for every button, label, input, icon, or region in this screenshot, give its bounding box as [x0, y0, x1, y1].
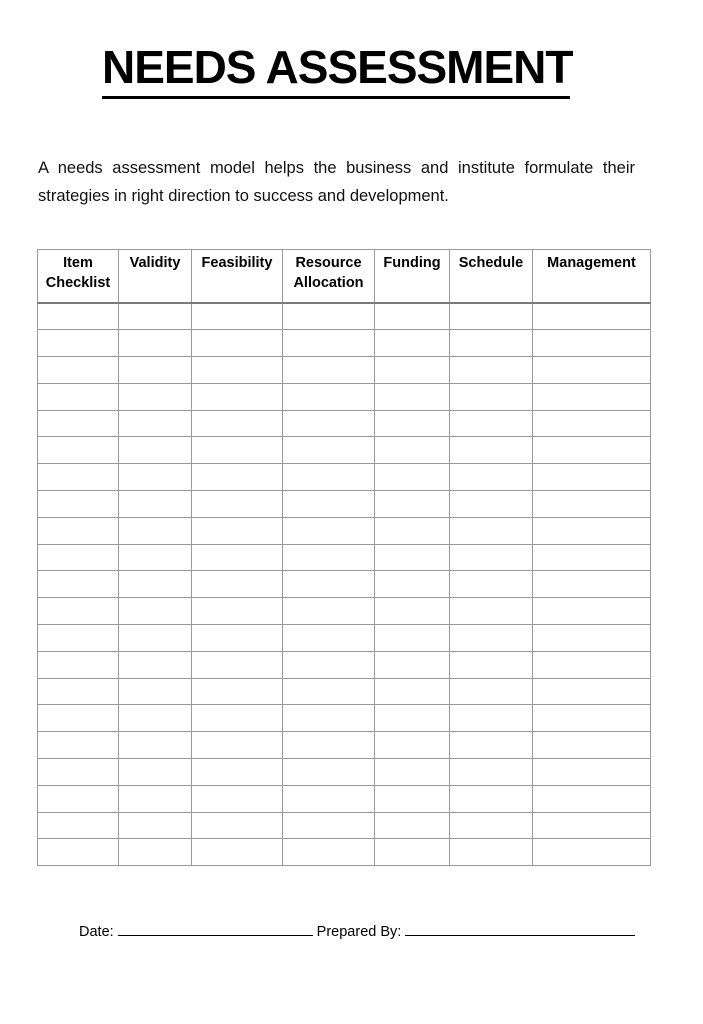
table-cell[interactable] — [192, 544, 283, 571]
table-cell[interactable] — [119, 383, 192, 410]
header-resource-allocation: Resource Allocation — [283, 250, 375, 303]
table-cell[interactable] — [119, 410, 192, 437]
header-item-checklist: Item Checklist — [38, 250, 119, 303]
table-cell[interactable] — [375, 651, 450, 678]
table-cell[interactable] — [283, 357, 375, 384]
table-cell[interactable] — [38, 705, 119, 732]
table-row — [38, 357, 651, 384]
table-cell[interactable] — [283, 678, 375, 705]
table-cell[interactable] — [450, 517, 533, 544]
table-cell[interactable] — [119, 678, 192, 705]
table-cell[interactable] — [38, 839, 119, 866]
table-cell[interactable] — [38, 812, 119, 839]
table-cell[interactable] — [533, 383, 651, 410]
date-blank-line[interactable] — [118, 921, 313, 936]
table-cell[interactable] — [375, 759, 450, 786]
table-cell[interactable] — [283, 651, 375, 678]
table-cell[interactable] — [283, 812, 375, 839]
table-cell[interactable] — [192, 759, 283, 786]
table-cell[interactable] — [533, 651, 651, 678]
table-cell[interactable] — [38, 544, 119, 571]
table-cell[interactable] — [119, 357, 192, 384]
table-row — [38, 598, 651, 625]
prepared-by-blank-line[interactable] — [405, 921, 635, 936]
table-cell[interactable] — [450, 410, 533, 437]
table-cell[interactable] — [450, 705, 533, 732]
table-cell[interactable] — [119, 839, 192, 866]
table-cell[interactable] — [283, 705, 375, 732]
table-cell[interactable] — [38, 785, 119, 812]
table-cell[interactable] — [450, 383, 533, 410]
table-cell[interactable] — [192, 491, 283, 518]
header-validity: Validity — [119, 250, 192, 303]
table-cell[interactable] — [192, 383, 283, 410]
table-cell[interactable] — [38, 571, 119, 598]
table-cell[interactable] — [283, 759, 375, 786]
table-cell[interactable] — [119, 625, 192, 652]
table-cell[interactable] — [38, 491, 119, 518]
table-cell[interactable] — [533, 437, 651, 464]
table-row — [38, 678, 651, 705]
table-cell[interactable] — [375, 303, 450, 330]
table-row — [38, 571, 651, 598]
table-cell[interactable] — [450, 544, 533, 571]
table-cell[interactable] — [450, 785, 533, 812]
table-cell[interactable] — [38, 464, 119, 491]
table-cell[interactable] — [283, 839, 375, 866]
table-cell[interactable] — [450, 759, 533, 786]
table-cell[interactable] — [192, 625, 283, 652]
table-cell[interactable] — [119, 651, 192, 678]
table-cell[interactable] — [38, 759, 119, 786]
table-cell[interactable] — [192, 651, 283, 678]
header-row — [38, 250, 651, 303]
table-cell[interactable] — [119, 544, 192, 571]
header-management: Management — [533, 250, 651, 303]
table-row — [38, 517, 651, 544]
table-cell[interactable] — [533, 705, 651, 732]
table-cell[interactable] — [375, 410, 450, 437]
table-cell[interactable] — [283, 625, 375, 652]
table-cell[interactable] — [375, 517, 450, 544]
table-cell[interactable] — [192, 812, 283, 839]
table-cell[interactable] — [192, 357, 283, 384]
table-cell[interactable] — [283, 491, 375, 518]
table-cell[interactable] — [533, 625, 651, 652]
header-schedule: Schedule — [450, 250, 533, 303]
table-cell[interactable] — [450, 330, 533, 357]
table-cell[interactable] — [450, 625, 533, 652]
table-cell[interactable] — [375, 839, 450, 866]
table-cell[interactable] — [38, 625, 119, 652]
table-row — [38, 759, 651, 786]
table-cell[interactable] — [283, 785, 375, 812]
table-cell[interactable] — [119, 303, 192, 330]
table-cell[interactable] — [38, 410, 119, 437]
table-cell[interactable] — [192, 330, 283, 357]
table-cell[interactable] — [533, 812, 651, 839]
table-cell[interactable] — [38, 437, 119, 464]
table-cell[interactable] — [119, 330, 192, 357]
date-label: Date: — [79, 924, 114, 940]
table-cell[interactable] — [119, 759, 192, 786]
table-row — [38, 464, 651, 491]
table-cell[interactable] — [283, 410, 375, 437]
table-cell[interactable] — [533, 303, 651, 330]
table-cell[interactable] — [375, 812, 450, 839]
table-cell[interactable] — [192, 785, 283, 812]
table-cell[interactable] — [38, 303, 119, 330]
table-cell[interactable] — [375, 732, 450, 759]
table-cell[interactable] — [283, 598, 375, 625]
table-cell[interactable] — [38, 732, 119, 759]
table-cell[interactable] — [533, 410, 651, 437]
assessment-table — [37, 249, 651, 866]
table-cell[interactable] — [38, 330, 119, 357]
table-body — [38, 303, 651, 866]
table-cell[interactable] — [450, 678, 533, 705]
table-row — [38, 785, 651, 812]
table-cell[interactable] — [375, 678, 450, 705]
table-cell[interactable] — [119, 598, 192, 625]
table-cell[interactable] — [375, 785, 450, 812]
table-row — [38, 303, 651, 330]
table-cell[interactable] — [38, 651, 119, 678]
table-cell[interactable] — [450, 839, 533, 866]
table-cell[interactable] — [533, 330, 651, 357]
table-cell[interactable] — [450, 732, 533, 759]
table-cell[interactable] — [192, 303, 283, 330]
table-cell[interactable] — [38, 678, 119, 705]
table-cell[interactable] — [283, 303, 375, 330]
table-cell[interactable] — [533, 517, 651, 544]
table-cell[interactable] — [533, 785, 651, 812]
table-cell[interactable] — [192, 705, 283, 732]
table-cell[interactable] — [283, 571, 375, 598]
table-cell[interactable] — [450, 598, 533, 625]
table-cell[interactable] — [375, 357, 450, 384]
table-cell[interactable] — [375, 598, 450, 625]
table-cell[interactable] — [283, 383, 375, 410]
table-row — [38, 491, 651, 518]
table-cell[interactable] — [375, 625, 450, 652]
table-cell[interactable] — [533, 732, 651, 759]
table-cell[interactable] — [283, 517, 375, 544]
table-cell[interactable] — [119, 491, 192, 518]
page-title: NEEDS ASSESSMENT — [102, 41, 573, 93]
table-row — [38, 383, 651, 410]
intro-paragraph: A needs assessment model helps the business and institute formulate their strategies in right direction to success and development. — [38, 159, 635, 205]
table-cell[interactable] — [533, 839, 651, 866]
table-cell[interactable] — [533, 571, 651, 598]
table-cell[interactable] — [450, 651, 533, 678]
signature-footer — [79, 921, 635, 940]
table-cell[interactable] — [533, 544, 651, 571]
table-row — [38, 651, 651, 678]
table-cell[interactable] — [192, 410, 283, 437]
table-cell[interactable] — [450, 303, 533, 330]
table-cell[interactable] — [38, 357, 119, 384]
table-cell[interactable] — [192, 732, 283, 759]
title-underline — [102, 96, 570, 99]
table-cell[interactable] — [375, 491, 450, 518]
table-cell[interactable] — [533, 759, 651, 786]
table-cell[interactable] — [533, 357, 651, 384]
table-cell[interactable] — [450, 491, 533, 518]
table-cell[interactable] — [375, 464, 450, 491]
table-cell[interactable] — [533, 598, 651, 625]
table-cell[interactable] — [119, 785, 192, 812]
table-cell[interactable] — [283, 544, 375, 571]
table-cell[interactable] — [375, 383, 450, 410]
table-cell[interactable] — [192, 571, 283, 598]
table-cell[interactable] — [450, 357, 533, 384]
table-row — [38, 410, 651, 437]
table-cell[interactable] — [283, 464, 375, 491]
table-cell[interactable] — [192, 437, 283, 464]
table-cell[interactable] — [450, 571, 533, 598]
table-cell[interactable] — [450, 437, 533, 464]
table-cell[interactable] — [375, 571, 450, 598]
table-row — [38, 437, 651, 464]
table-cell[interactable] — [38, 598, 119, 625]
header-feasibility: Feasibility — [192, 250, 283, 303]
table-cell[interactable] — [119, 464, 192, 491]
table-cell[interactable] — [192, 839, 283, 866]
table-cell[interactable] — [38, 383, 119, 410]
table-cell[interactable] — [283, 330, 375, 357]
table-cell[interactable] — [375, 705, 450, 732]
table-cell[interactable] — [450, 812, 533, 839]
table-cell[interactable] — [533, 464, 651, 491]
table-row — [38, 705, 651, 732]
table-row — [38, 625, 651, 652]
table-row — [38, 839, 651, 866]
table-cell[interactable] — [119, 571, 192, 598]
table-cell[interactable] — [192, 517, 283, 544]
table-cell[interactable] — [192, 678, 283, 705]
table-cell[interactable] — [283, 732, 375, 759]
table-cell[interactable] — [533, 678, 651, 705]
table-cell[interactable] — [192, 598, 283, 625]
table-row — [38, 812, 651, 839]
table-cell[interactable] — [375, 330, 450, 357]
table-cell[interactable] — [38, 517, 119, 544]
table-cell[interactable] — [375, 437, 450, 464]
prepared-by-label: Prepared By: — [316, 924, 402, 940]
table-row — [38, 544, 651, 571]
table-cell[interactable] — [450, 464, 533, 491]
table-cell[interactable] — [119, 705, 192, 732]
table-cell[interactable] — [119, 812, 192, 839]
table-cell[interactable] — [283, 437, 375, 464]
table-cell[interactable] — [119, 732, 192, 759]
table-cell[interactable] — [119, 517, 192, 544]
table-cell[interactable] — [375, 544, 450, 571]
table-cell[interactable] — [119, 437, 192, 464]
table-row — [38, 732, 651, 759]
header-funding: Funding — [375, 250, 450, 303]
table-row — [38, 330, 651, 357]
table-cell[interactable] — [192, 464, 283, 491]
table-cell[interactable] — [533, 491, 651, 518]
